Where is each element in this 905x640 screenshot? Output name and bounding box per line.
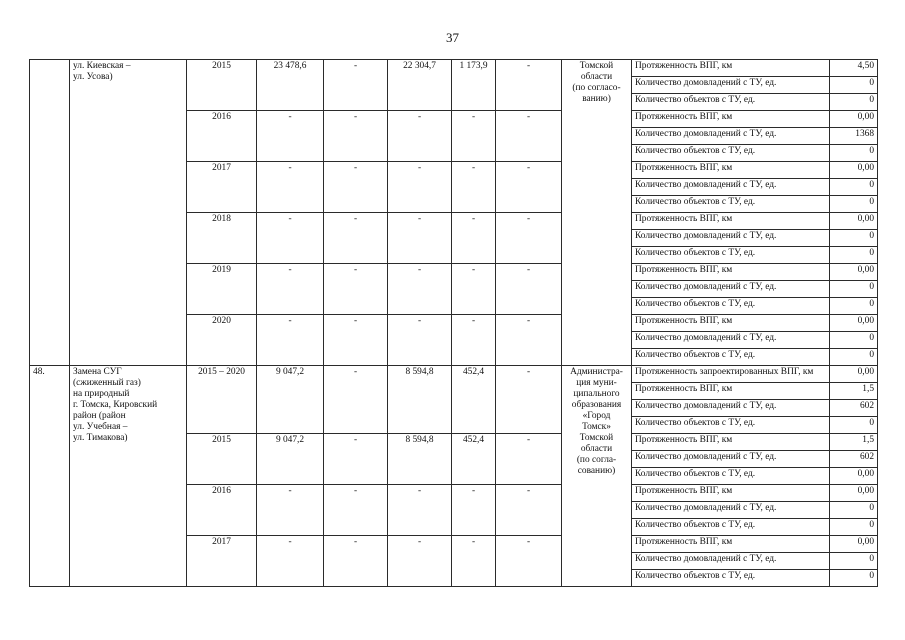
federal-cell: -	[324, 264, 388, 315]
indicator-value: 0	[830, 417, 878, 434]
local-cell: -	[452, 536, 496, 587]
federal-cell: -	[324, 434, 388, 485]
indicator-value: 0	[830, 179, 878, 196]
regional-cell: -	[388, 536, 452, 587]
indicator-value: 0	[830, 94, 878, 111]
page-number: 37	[446, 30, 459, 45]
year-cell: 2017	[187, 536, 257, 587]
year-cell: 2019	[187, 264, 257, 315]
item-number-cell: 48.	[30, 366, 70, 587]
total-cell: -	[257, 315, 324, 366]
indicator-label: Количество домовладений с ТУ, ед.	[632, 332, 830, 349]
other-cell: -	[496, 213, 562, 264]
federal-cell: -	[324, 366, 388, 434]
year-cell: 2016	[187, 485, 257, 536]
indicator-value: 1368	[830, 128, 878, 145]
local-cell: -	[452, 162, 496, 213]
other-cell: -	[496, 366, 562, 434]
indicator-value: 602	[830, 400, 878, 417]
federal-cell: -	[324, 162, 388, 213]
table-body	[30, 60, 878, 587]
item-name-cell: Замена СУГ (сжиженный газ) на природный г. Томска, Кировский район (район ул. Учебная – ул. Тимакова)	[70, 366, 187, 587]
other-cell: -	[496, 264, 562, 315]
other-cell: -	[496, 60, 562, 111]
indicator-value: 0,00	[830, 485, 878, 502]
local-cell: -	[452, 111, 496, 162]
federal-cell: -	[324, 536, 388, 587]
year-cell: 2018	[187, 213, 257, 264]
item-number-cell	[30, 60, 70, 366]
indicator-value: 602	[830, 451, 878, 468]
indicator-label: Количество домовладений с ТУ, ед.	[632, 230, 830, 247]
indicator-label: Протяженность ВПГ, км	[632, 111, 830, 128]
executor-cell: Администра- ция муни- ципального образования «Город Томск» Томской области (по согла- сованию)	[562, 366, 632, 587]
year-cell: 2015 – 2020	[187, 366, 257, 434]
indicator-label: Количество домовладений с ТУ, ед.	[632, 281, 830, 298]
other-cell: -	[496, 111, 562, 162]
indicator-label: Количество домовладений с ТУ, ед.	[632, 77, 830, 94]
indicator-value: 0	[830, 332, 878, 349]
local-cell: -	[452, 315, 496, 366]
year-cell: 2020	[187, 315, 257, 366]
indicator-label: Количество объектов с ТУ, ед.	[632, 570, 830, 587]
regional-cell: 22 304,7	[388, 60, 452, 111]
local-cell: 452,4	[452, 434, 496, 485]
indicator-value: 0	[830, 349, 878, 366]
indicator-label: Количество объектов с ТУ, ед.	[632, 94, 830, 111]
indicator-label: Протяженность ВПГ, км	[632, 383, 830, 400]
year-cell: 2017	[187, 162, 257, 213]
total-cell: -	[257, 536, 324, 587]
indicator-value: 0,00	[830, 111, 878, 128]
regional-cell: -	[388, 264, 452, 315]
federal-cell: -	[324, 60, 388, 111]
total-cell: -	[257, 162, 324, 213]
other-cell: -	[496, 536, 562, 587]
federal-cell: -	[324, 213, 388, 264]
indicator-value: 0,00	[830, 536, 878, 553]
indicator-value: 0,00	[830, 162, 878, 179]
local-cell: 1 173,9	[452, 60, 496, 111]
indicator-value: 0	[830, 230, 878, 247]
other-cell: -	[496, 162, 562, 213]
indicator-label: Количество домовладений с ТУ, ед.	[632, 553, 830, 570]
indicator-label: Протяженность ВПГ, км	[632, 434, 830, 451]
indicator-value: 0	[830, 298, 878, 315]
federal-cell: -	[324, 111, 388, 162]
indicator-label: Количество объектов с ТУ, ед.	[632, 468, 830, 485]
regional-cell: -	[388, 315, 452, 366]
indicator-label: Количество объектов с ТУ, ед.	[632, 298, 830, 315]
indicator-label: Количество домовладений с ТУ, ед.	[632, 400, 830, 417]
total-cell: -	[257, 213, 324, 264]
executor-cell: Томской области (по согласо- ванию)	[562, 60, 632, 366]
program-table	[29, 59, 878, 587]
indicator-label: Количество домовладений с ТУ, ед.	[632, 451, 830, 468]
indicator-value: 1,5	[830, 383, 878, 400]
indicator-value: 1,5	[830, 434, 878, 451]
indicator-label: Количество объектов с ТУ, ед.	[632, 417, 830, 434]
local-cell: -	[452, 485, 496, 536]
indicator-value: 0	[830, 519, 878, 536]
indicator-value: 0	[830, 77, 878, 94]
indicator-value: 0	[830, 196, 878, 213]
indicator-value: 0	[830, 247, 878, 264]
indicator-label: Протяженность ВПГ, км	[632, 315, 830, 332]
indicator-label: Количество объектов с ТУ, ед.	[632, 349, 830, 366]
regional-cell: -	[388, 162, 452, 213]
indicator-value: 0,00	[830, 315, 878, 332]
indicator-label: Количество домовладений с ТУ, ед.	[632, 502, 830, 519]
indicator-value: 0	[830, 570, 878, 587]
indicator-label: Протяженность ВПГ, км	[632, 264, 830, 281]
total-cell: 9 047,2	[257, 434, 324, 485]
year-cell: 2016	[187, 111, 257, 162]
indicator-label: Количество объектов с ТУ, ед.	[632, 519, 830, 536]
indicator-label: Протяженность запроектированных ВПГ, км	[632, 366, 830, 383]
federal-cell: -	[324, 315, 388, 366]
indicator-value: 0,00	[830, 213, 878, 230]
total-cell: -	[257, 111, 324, 162]
regional-cell: 8 594,8	[388, 366, 452, 434]
local-cell: 452,4	[452, 366, 496, 434]
indicator-label: Протяженность ВПГ, км	[632, 536, 830, 553]
regional-cell: 8 594,8	[388, 434, 452, 485]
indicator-label: Количество объектов с ТУ, ед.	[632, 196, 830, 213]
total-cell: -	[257, 264, 324, 315]
indicator-label: Количество домовладений с ТУ, ед.	[632, 128, 830, 145]
indicator-value: 0,00	[830, 264, 878, 281]
indicator-label: Протяженность ВПГ, км	[632, 213, 830, 230]
local-cell: -	[452, 264, 496, 315]
other-cell: -	[496, 315, 562, 366]
total-cell: 9 047,2	[257, 366, 324, 434]
indicator-value: 0,00	[830, 366, 878, 383]
total-cell: 23 478,6	[257, 60, 324, 111]
indicator-label: Количество объектов с ТУ, ед.	[632, 247, 830, 264]
regional-cell: -	[388, 213, 452, 264]
indicator-value: 0	[830, 281, 878, 298]
indicator-label: Протяженность ВПГ, км	[632, 60, 830, 77]
indicator-value: 4,50	[830, 60, 878, 77]
indicator-value: 0,00	[830, 468, 878, 485]
federal-cell: -	[324, 485, 388, 536]
other-cell: -	[496, 485, 562, 536]
indicator-label: Количество домовладений с ТУ, ед.	[632, 179, 830, 196]
table-row	[30, 366, 878, 383]
indicator-value: 0	[830, 502, 878, 519]
regional-cell: -	[388, 485, 452, 536]
local-cell: -	[452, 213, 496, 264]
other-cell: -	[496, 434, 562, 485]
indicator-label: Количество объектов с ТУ, ед.	[632, 145, 830, 162]
indicator-label: Протяженность ВПГ, км	[632, 485, 830, 502]
indicator-value: 0	[830, 145, 878, 162]
indicator-value: 0	[830, 553, 878, 570]
indicator-label: Протяженность ВПГ, км	[632, 162, 830, 179]
item-name-cell: ул. Киевская – ул. Усова)	[70, 60, 187, 366]
year-cell: 2015	[187, 60, 257, 111]
total-cell: -	[257, 485, 324, 536]
table-row	[30, 60, 878, 77]
regional-cell: -	[388, 111, 452, 162]
year-cell: 2015	[187, 434, 257, 485]
